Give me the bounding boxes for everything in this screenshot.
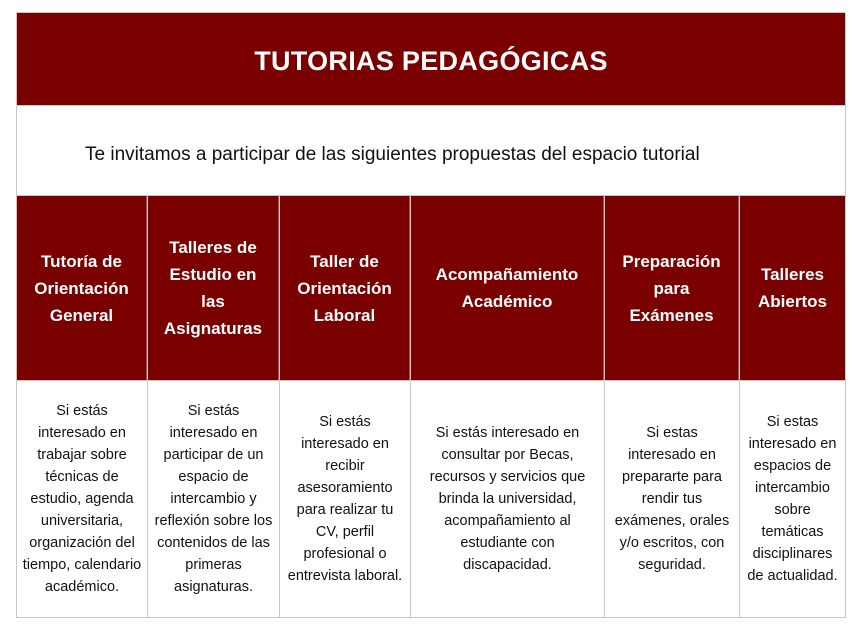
proposal-column-orientacion-general xyxy=(17,196,148,617)
intro-text: Te invitamos a participar de las siguientes propuestas del espacio tutorial xyxy=(85,144,700,165)
column-description: Si estás interesado en trabajar sobre técnicas de estudio, agenda universitaria, organización del tiempo, calendario académico. xyxy=(17,380,147,617)
column-heading: Talleres Abiertos xyxy=(740,196,845,380)
column-description: Si estás interesado en consultar por Becas, recursos y servicios que brinda la universidad, acompañamiento al estudiante con discapacidad. xyxy=(411,380,604,617)
column-heading: Tutoría de Orientación General xyxy=(17,196,147,380)
page-title: TUTORIAS PEDAGÓGICAS xyxy=(254,45,608,76)
proposal-column-orientacion-laboral xyxy=(280,196,411,617)
column-description: Si estás interesado en recibir asesoramiento para realizar tu CV, perfil profesional o entrevista laboral. xyxy=(280,380,410,617)
proposal-column-talleres-estudio xyxy=(148,196,280,617)
column-description: Si estás interesado en participar de un espacio de intercambio y reflexión sobre los contenidos de las primeras asignaturas. xyxy=(148,380,279,617)
proposal-column-talleres-abiertos xyxy=(740,196,845,617)
column-heading: Preparación para Exámenes xyxy=(605,196,739,380)
proposals-table xyxy=(17,196,845,617)
column-description: Si estas interesado en prepararte para rendir tus exámenes, orales y/o escritos, con seguridad. xyxy=(605,380,739,617)
column-heading: Taller de Orientación Laboral xyxy=(280,196,410,380)
intro-row xyxy=(17,105,845,196)
tutorias-infographic xyxy=(16,12,846,618)
proposal-column-acompanamiento-academico xyxy=(411,196,605,617)
column-heading: Talleres de Estudio en las Asignaturas xyxy=(148,196,279,380)
proposal-column-preparacion-examenes xyxy=(605,196,740,617)
column-heading: Acompañamiento Académico xyxy=(411,196,604,380)
column-description: Si estas interesado en espacios de intercambio sobre temáticas disciplinares de actualidad. xyxy=(740,380,845,617)
title-banner xyxy=(17,13,845,105)
